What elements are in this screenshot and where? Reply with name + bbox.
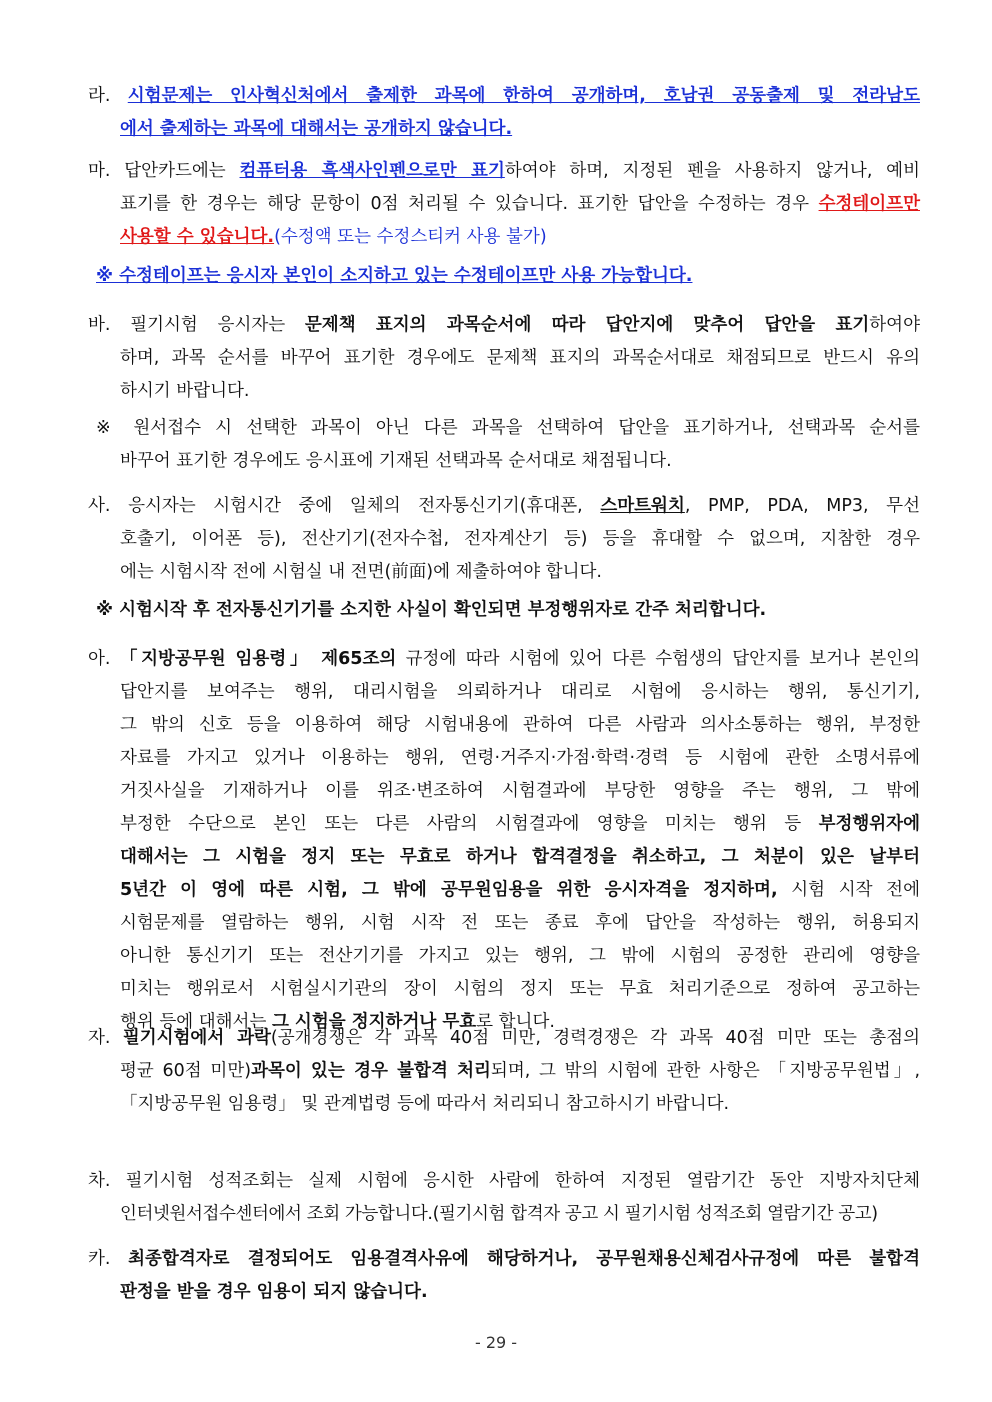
item-marker: 사. <box>88 496 111 516</box>
item-marker: 마. <box>88 161 111 181</box>
item-ba-line-2: 하며, 과목 순서를 바꾸어 표기한 경우에도 문제책 표지의 과목순서대로 채점되므로 반드시 유의 <box>120 348 920 368</box>
item-ra-line-2: 에서 출제하는 과목에 대해서는 공개하지 않습니다. <box>120 119 513 139</box>
item-ra <box>88 80 920 146</box>
item-sa-line-2: 호출기, 이어폰 등), 전산기기(전자수첩, 전자계산기 등) 등을 휴대할 수 없으며, 지참한 경우 <box>120 529 920 549</box>
item-ba-line-3: 하시기 바랍니다. <box>120 381 250 401</box>
item-marker: 아. <box>88 649 111 669</box>
item-marker: 차. <box>88 1171 111 1191</box>
item-ma-line-2: 표기를 한 경우는 해당 문항이 0점 처리될 수 있습니다. 표기한 답안을 수정하는 경우 수정테이프만 <box>120 194 920 214</box>
item-sa-line-1: 사. 응시자는 시험시간 중에 일체의 전자통신기기(휴대폰, 스마트워치, PMP, PDA, MP3, 무선 <box>88 496 920 516</box>
item-ka: 카. 최종합격자로 결정되어도 임용결격사유에 해당하거나, 공무원채용신체검사규정에 따른 불합격 판정을 받을 경우 임용이 되지 않습니다. <box>88 1249 920 1302</box>
item-ma-line-1: 마. 답안카드에는 컴퓨터용 흑색사인펜으로만 표기하여야 하며, 지정된 펜을 사용하지 않거나, 예비 <box>88 161 920 181</box>
item-ma-line-3: 사용할 수 있습니다.(수정액 또는 수정스티커 사용 불가) <box>120 227 547 247</box>
item-marker: 자. <box>88 1028 111 1048</box>
item-cha: 차. 필기시험 성적조회는 실제 시험에 응시한 사람에 한하여 지정된 열람기간 동안 지방자치단체 인터넷원서접수센터에서 조회 가능합니다.(필기시험 합격자 공고 시 필기시험 성적조회 열람기간 공고) <box>88 1171 920 1224</box>
item-marker: 라. <box>88 86 111 106</box>
item-ra-line-1: 라. 시험문제는 인사혁신처에서 출제한 과목에 한하여 공개하며, 호남권 공동출제 및 전라남도 <box>88 86 920 106</box>
item-ma <box>88 155 920 254</box>
note-correction-tape: ※ 수정테이프는 응시자 본인이 소지하고 있는 수정테이프만 사용 가능합니다. <box>96 266 693 286</box>
item-a: 아. 「지방공무원 임용령」 제65조의 규정에 따라 시험에 있어 다른 수험생의 답안지를 보거나 본인의 답안지를 보여주는 행위, 대리시험을 의뢰하거나 대리로 시험에 응시하는 행위, 통신기기, 그 밖의 신호 등을 이용하여 해당 시험내용에 관하여 다른 사람과 의사소통하는 행위, 부정한 자료를 가지고 있거나 이용하는 행위, 연령·거주지·가점·학력·경력 등 시험에 관한 소명서류에 거짓사실을 기재하거나 이를 위조·변조하여 시험결과에 부당한 영향을 주는 행위, 그 밖에 부정한 수단으로 본인 또는 다른 사람의 시험결과에 영향을 미치는 행위 등 부정행위자에 대해서는 그 시험을 정지 또는 무효로 하거나 합격결정을 취소하고, 그 처분이 있은 날부터 5년간 이 영에 따른 시험, 그 밖에 공무원임용을 위한 응시자격을 정지하며, 시험 시작 전에 시험문제를 열람하는 행위, 시험 시작 전 또는 종료 후에 답안을 작성하는 행위, 허용되지 아니한 통신기기 또는 전산기기를 가지고 있는 행위, 그 밖에 시험의 공정한 관리에 영향을 미치는 행위로서 시험실시기관의 장이 시험의 정지 또는 무효 처리기준으로 정하여 공고하는 행위 등에 대해서는 그 시험을 정지하거나 무효로 합니다. <box>88 649 920 1032</box>
item-marker: 카. <box>88 1249 111 1269</box>
note-subject-order: ※ 원서접수 시 선택한 과목이 아닌 다른 과목을 선택하여 답안을 표기하거나, 선택과목 순서를 바꾸어 표기한 경우에도 응시표에 기재된 선택과목 순서대로 채점됩니다. <box>96 418 920 471</box>
note-device-penalty: ※ 시험시작 후 전자통신기기를 소지한 사실이 확인되면 부정행위자로 간주 처리합니다. <box>96 600 767 620</box>
item-marker: 바. <box>88 315 111 335</box>
item-sa <box>88 490 920 589</box>
item-ba <box>88 309 920 408</box>
item-ba-line-1: 바. 필기시험 응시자는 문제책 표지의 과목순서에 따라 답안지에 맞추어 답안을 표기하여야 <box>88 315 920 335</box>
item-ja: 자. 필기시험에서 과락(공개경쟁은 각 과목 40점 미만, 경력경쟁은 각 과목 40점 미만 또는 총점의 평균 60점 미만)과목이 있는 경우 불합격 처리되며, 그 밖의 시험에 관한 사항은 「지방공무원법」, 「지방공무원 임용령」 및 관계법령 등에 따라서 처리되니 참고하시기 바랍니다. <box>88 1028 921 1114</box>
item-sa-line-3: 에는 시험시작 전에 시험실 내 전면(前面)에 제출하여야 합니다. <box>120 562 602 582</box>
page-number: - 29 - <box>474 1333 518 1352</box>
